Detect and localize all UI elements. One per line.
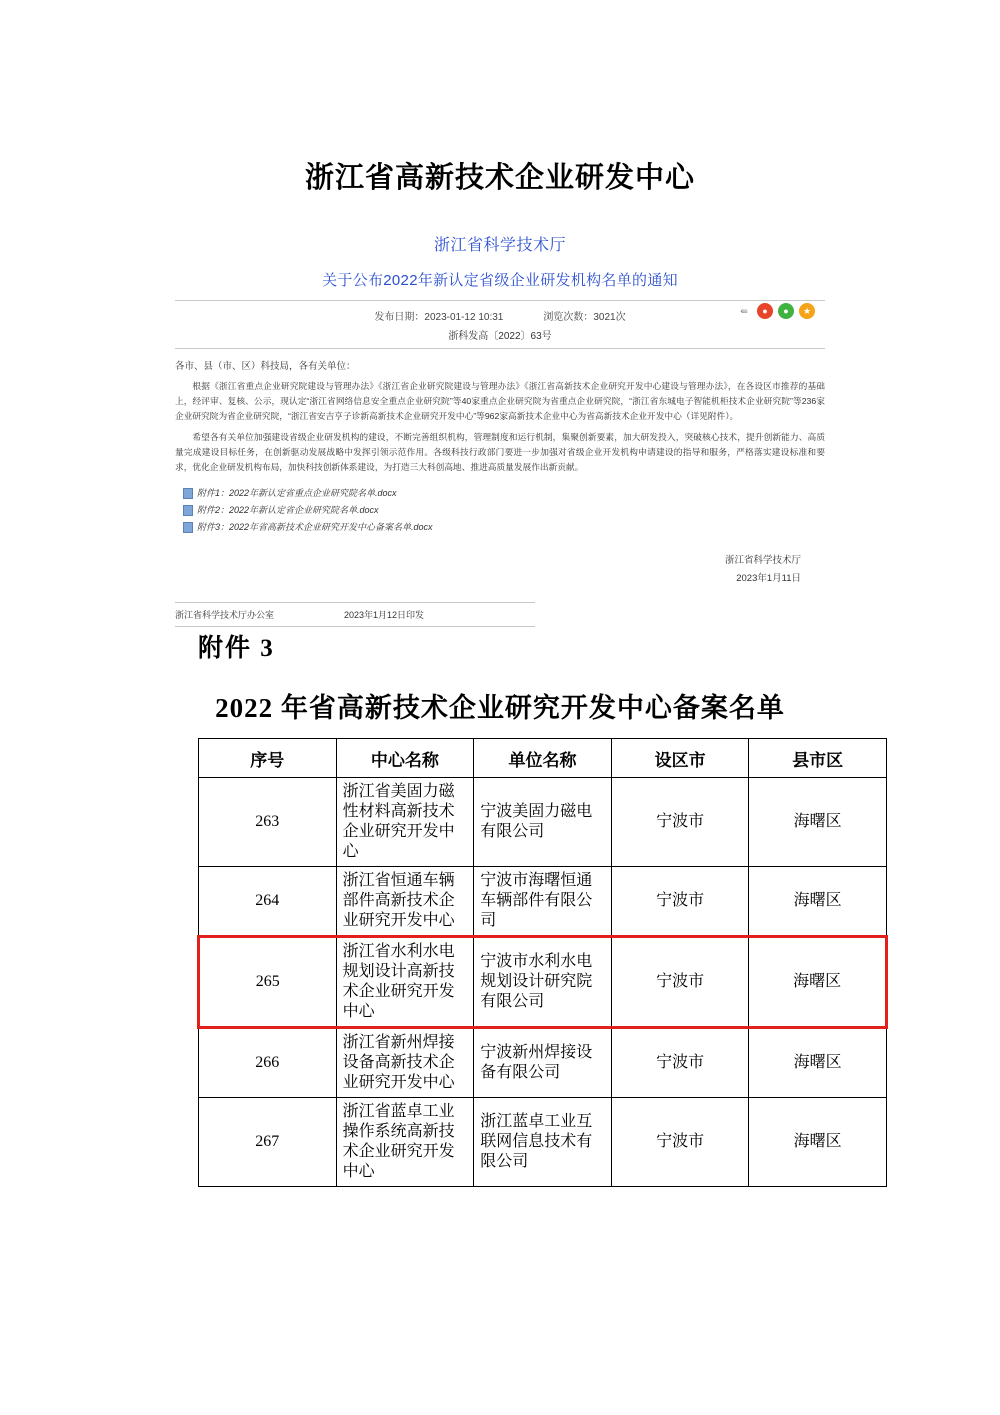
table-row-highlighted	[199, 937, 887, 1028]
footer-issuer: 浙江省科学技术厅办公室	[175, 610, 275, 621]
attachment-link[interactable]	[197, 485, 825, 502]
cell-num: 263	[199, 778, 337, 867]
signature-block	[175, 552, 825, 588]
column-header-center-name: 中心名称	[336, 739, 474, 778]
cell-center-name: 浙江省美固力磁性材料高新技术企业研究开发中心	[336, 778, 474, 867]
weibo-icon[interactable]: ●	[757, 303, 773, 319]
view-count: 浏览次数：3021次	[543, 312, 626, 323]
cell-num: 266	[199, 1028, 337, 1098]
cell-unit-name: 宁波美固力磁电有限公司	[474, 778, 612, 867]
table-row	[199, 1028, 887, 1098]
list-table-wrapper	[197, 738, 888, 1187]
cell-unit-name: 宁波市水利水电规划设计研究院有限公司	[474, 937, 612, 1028]
cell-num: 264	[199, 867, 337, 937]
cell-district: 海曙区	[749, 1028, 887, 1098]
cell-city: 宁波市	[611, 867, 749, 937]
cell-city: 宁波市	[611, 937, 749, 1028]
cell-center-name: 浙江省恒通车辆部件高新技术企业研究开发中心	[336, 867, 474, 937]
cell-unit-name: 浙江蓝卓工业互联网信息技术有限公司	[474, 1098, 612, 1187]
cell-center-name: 浙江省蓝卓工业操作系统高新技术企业研究开发中心	[336, 1098, 474, 1187]
cell-district: 海曙区	[749, 1098, 887, 1187]
share-icon[interactable]: ⇚	[740, 306, 748, 316]
document-icon	[183, 488, 193, 499]
cell-num: 265	[199, 937, 337, 1028]
cell-city: 宁波市	[611, 778, 749, 867]
share-group[interactable]	[736, 303, 815, 319]
cell-city: 宁波市	[611, 1098, 749, 1187]
cell-district: 海曙区	[749, 778, 887, 867]
column-header-num: 序号	[199, 739, 337, 778]
notice-divider-mid	[175, 348, 825, 349]
signature-date: 2023年1月11日	[736, 573, 801, 585]
favorite-icon[interactable]: ★	[799, 303, 815, 319]
notice-headline: 关于公布2022年新认定省级企业研发机构名单的通知	[322, 272, 678, 289]
record-list-table	[197, 738, 888, 1187]
publish-date: 发布日期：2023-01-12 10:31	[374, 312, 504, 323]
column-header-city: 设区市	[611, 739, 749, 778]
table-row	[199, 778, 887, 867]
cell-num: 267	[199, 1098, 337, 1187]
table-row	[199, 867, 887, 937]
wechat-icon[interactable]: ●	[778, 303, 794, 319]
attachment-label: 附件2：2022年新认定省企业研究院名单.docx	[197, 504, 379, 515]
attachment-list	[175, 485, 825, 536]
cell-unit-name: 宁波新州焊接设备有限公司	[474, 1028, 612, 1098]
attachment-link[interactable]	[197, 502, 825, 519]
cell-district: 海曙区	[749, 867, 887, 937]
footer-divider-bottom	[175, 626, 535, 627]
notice-paragraph-2: 希望各有关单位加强建设省级企业研发机构的建设，不断完善组织机构，管理制度和运行机制，集聚创新要素，加大研发投入，突破核心技术，提升创新能力、高质量完成建设目标任务，在创新驱动发展战略中发挥引领示范作用。各级科技行政部门要进一步加强对省级企业开发机构申请建设的指导和服务，严格落实建设标准和要求，优化企业研发机构布局，加快科技创新体系建设，为打造三大科创高地、推进高质量发展作出新贡献。	[175, 432, 825, 472]
page-title: 浙江省高新技术企业研发中心	[304, 162, 695, 194]
table-row	[199, 1098, 887, 1187]
notice-footer	[175, 603, 825, 621]
document-icon	[183, 522, 193, 533]
attachment-link[interactable]	[197, 519, 825, 536]
cell-city: 宁波市	[611, 1028, 749, 1098]
column-header-district: 县市区	[749, 739, 887, 778]
document-number: 浙科发高〔2022〕63号	[448, 331, 552, 342]
column-header-unit-name: 单位名称	[474, 739, 612, 778]
notice-clipping	[175, 232, 825, 627]
cell-center-name: 浙江省水利水电规划设计高新技术企业研究开发中心	[336, 937, 474, 1028]
signature-organization: 浙江省科学技术厅	[724, 554, 801, 566]
cell-unit-name: 宁波市海曙恒通车辆部件有限公司	[474, 867, 612, 937]
footer-print-date: 2023年1月12日印发	[344, 610, 425, 621]
cell-district: 海曙区	[749, 937, 887, 1028]
table-header-row	[199, 739, 887, 778]
cell-center-name: 浙江省新州焊接设备高新技术企业研究开发中心	[336, 1028, 474, 1098]
notice-paragraph-1: 根据《浙江省重点企业研究院建设与管理办法》《浙江省企业研究院建设与管理办法》《浙江省高新技术企业研究开发中心建设与管理办法》，在各设区市推荐的基础上，经评审、复核、公示，现认定“浙江省网络信息安全重点企业研究院”等40家重点企业研究院为省重点企业研究院，“浙江省东城电子智能机柜技术企业研究院”等236家企业研究院为省企业研究院，“浙江省安吉亨子诊新高新技术企业研究开发中心”等962家高新技术企业中心为省高新技术企业开发中心（详见附件）。	[175, 381, 825, 421]
notice-organization: 浙江省科学技术厅	[433, 237, 566, 254]
notice-meta	[175, 301, 825, 323]
table-title: 2022 年省高新技术企业研究开发中心备案名单	[215, 693, 785, 723]
attachment-label-heading: 附件 3	[198, 635, 275, 662]
attachment-label: 附件1：2022年新认定省重点企业研究院名单.docx	[197, 487, 397, 498]
document-icon	[183, 505, 193, 516]
notice-addressee: 各市、县（市、区）科技局，各有关单位：	[175, 361, 356, 372]
attachment-label: 附件3：2022年省高新技术企业研究开发中心备案名单.docx	[197, 521, 433, 532]
